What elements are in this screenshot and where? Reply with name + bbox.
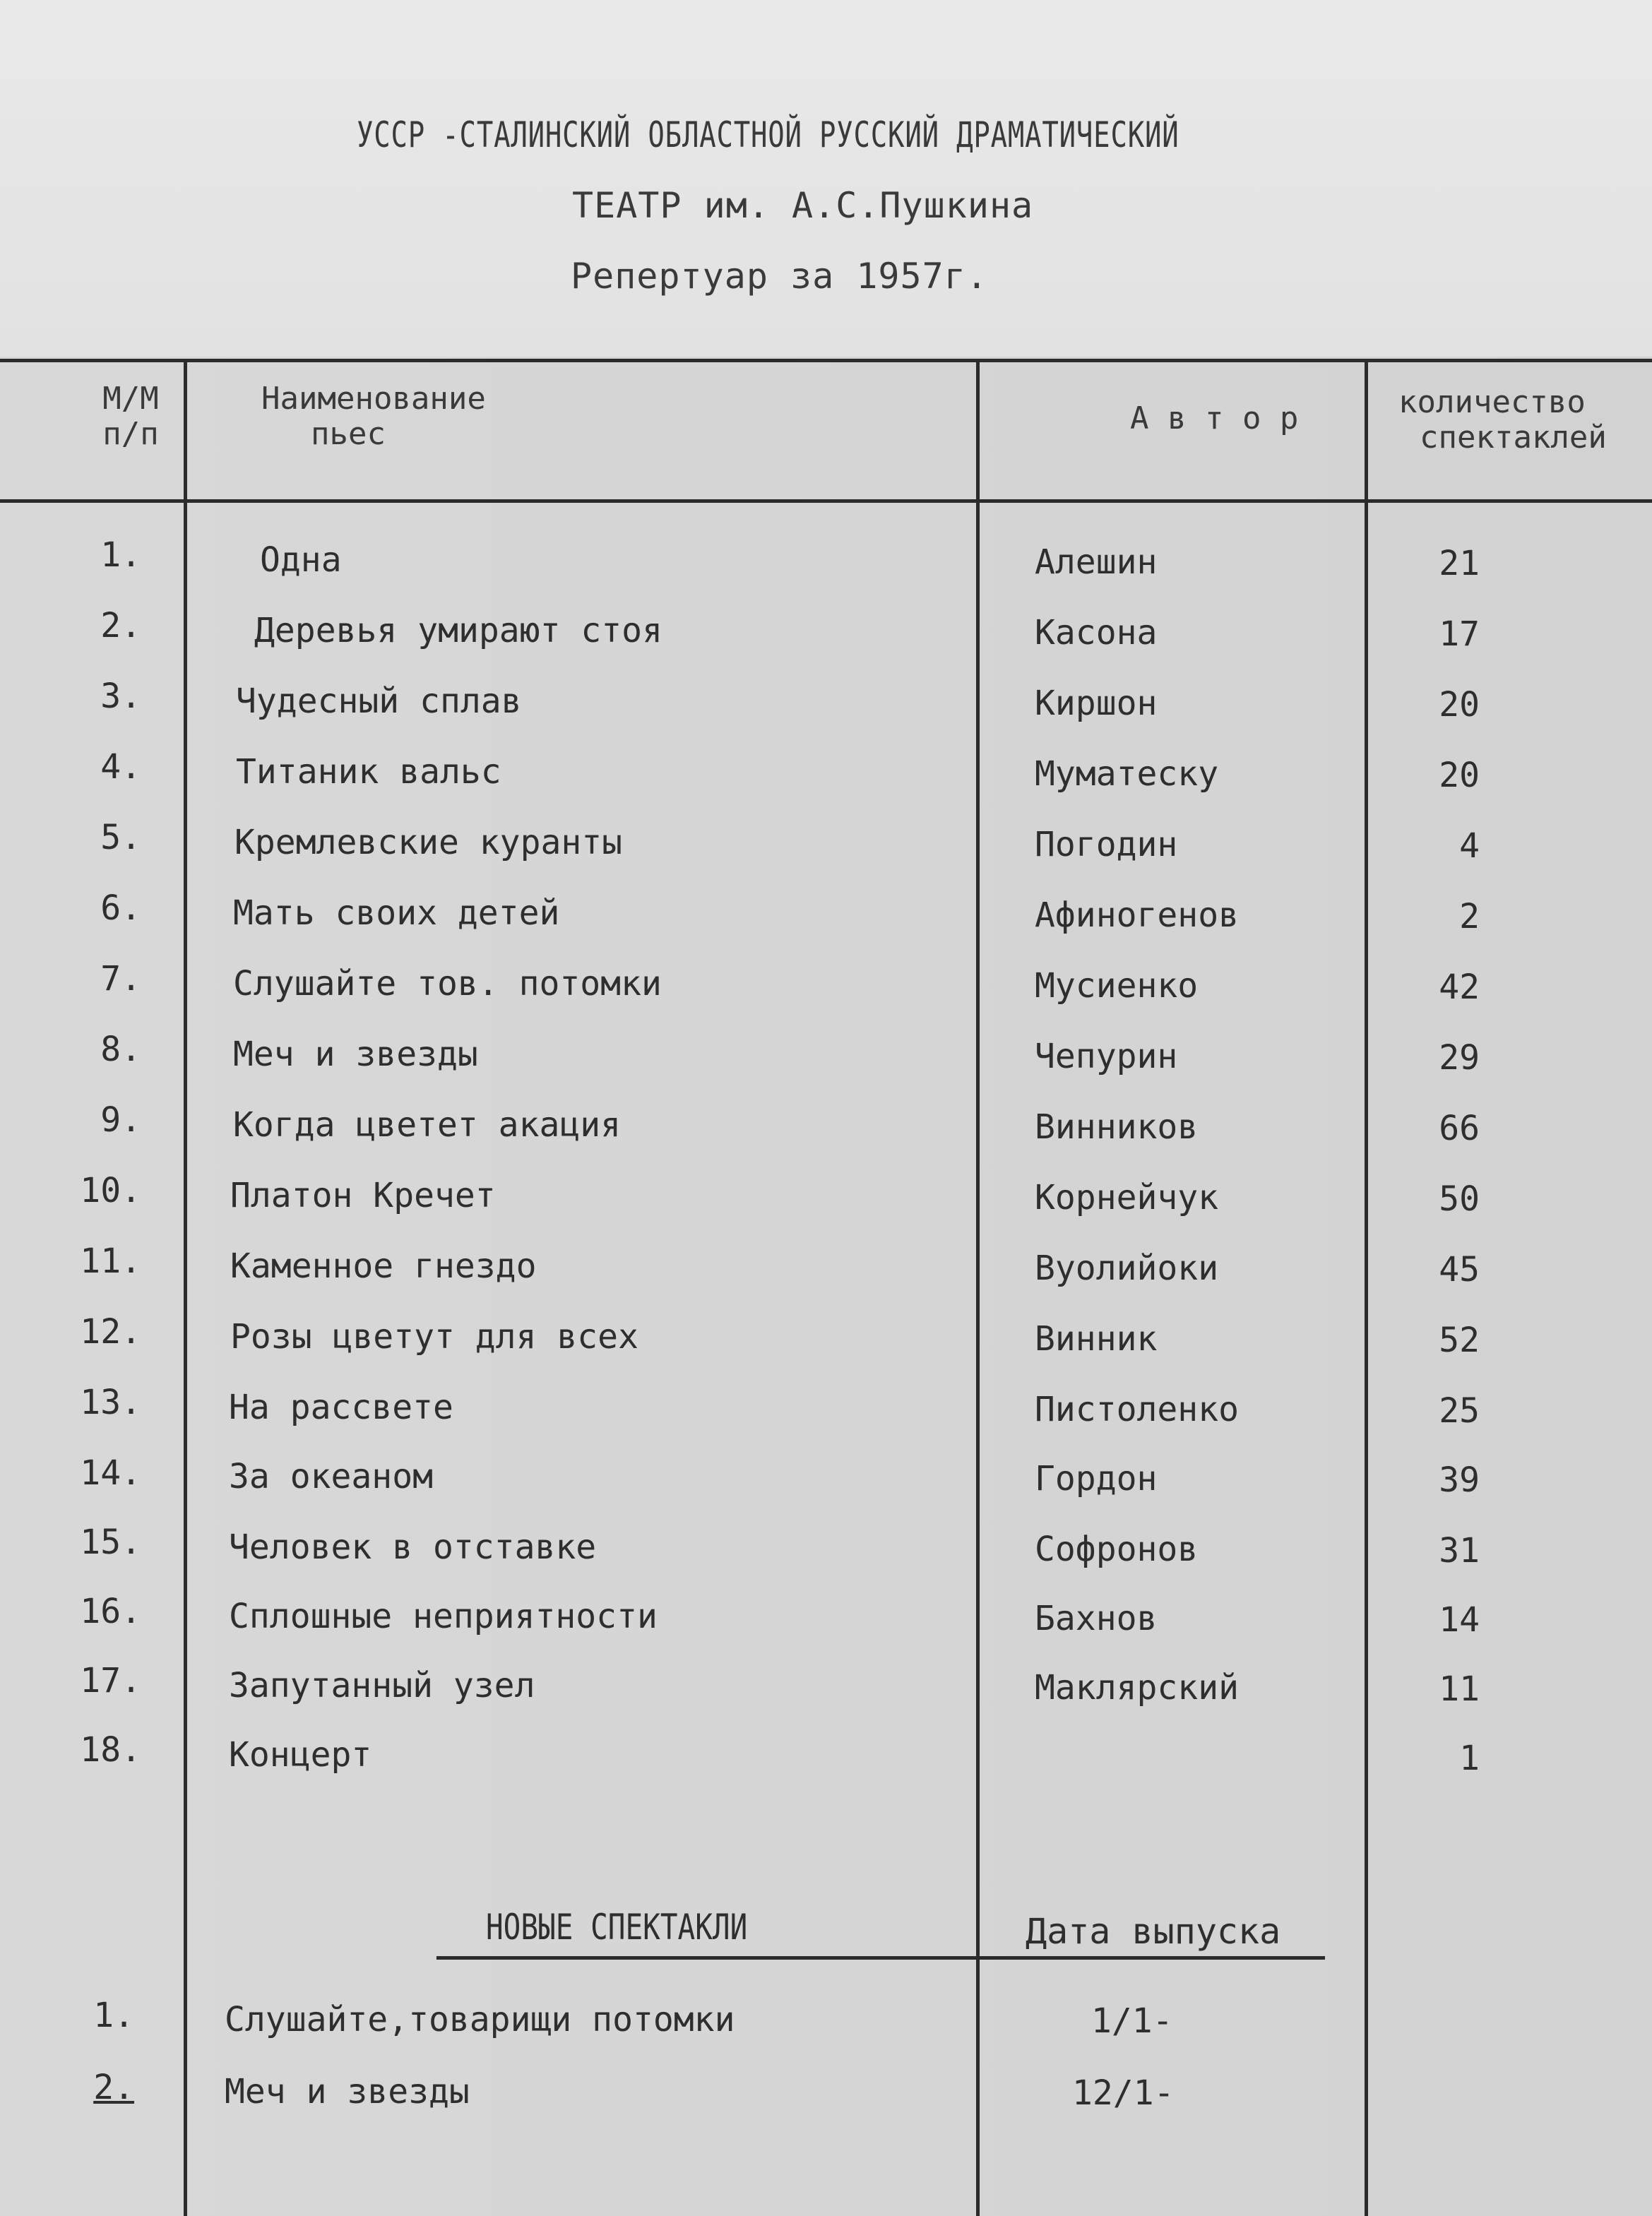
play-title: Концерт (229, 1735, 372, 1775)
play-title: Деревья умирают стоя (254, 611, 662, 650)
row-number: 18. (80, 1730, 141, 1770)
performance-count: 4 (1459, 826, 1480, 866)
col-num-line2: п/п (102, 416, 159, 452)
play-author: Киршон (1035, 684, 1158, 723)
document-title: УССР -СТАЛИНСКИЙ ОБЛАСТНОЙ РУССКИЙ ДРАМАТИЧЕСКИЙ (357, 114, 1179, 155)
performance-count: 45 (1439, 1250, 1480, 1289)
performance-count: 50 (1439, 1179, 1480, 1219)
performance-count: 11 (1439, 1669, 1480, 1709)
row-number: 9. (100, 1100, 141, 1140)
performance-count: 39 (1439, 1460, 1480, 1500)
performance-count: 20 (1439, 756, 1480, 795)
play-author: Бахнов (1035, 1599, 1158, 1638)
performance-count: 17 (1439, 614, 1480, 654)
play-author: Алешин (1035, 542, 1158, 582)
play-author: Софронов (1035, 1530, 1199, 1569)
play-author: Корнейчук (1035, 1178, 1219, 1217)
play-author: Гордон (1035, 1459, 1158, 1499)
play-title: Запутанный узел (229, 1666, 535, 1705)
row-number: 5. (100, 818, 141, 857)
column-divider-1 (184, 360, 187, 2216)
performance-count: 42 (1439, 967, 1480, 1007)
performance-count: 1 (1459, 1739, 1480, 1778)
col-title-header (261, 381, 486, 452)
play-author: Погодин (1035, 825, 1178, 864)
new-item-date: 1/1- (1091, 2001, 1173, 2041)
row-number: 1. (100, 535, 141, 575)
performance-count: 14 (1439, 1600, 1480, 1640)
play-title: Кремлевские куранты (234, 823, 623, 862)
play-title: Слушайте тов. потомки (233, 964, 662, 1003)
new-performances-heading: НОВЫЕ СПЕКТАКЛИ (486, 1907, 748, 1948)
row-number: 7. (100, 959, 141, 999)
play-title: За океаном (229, 1457, 433, 1496)
row-number: 6. (100, 888, 141, 928)
play-author: Вуолийоки (1035, 1249, 1219, 1288)
play-author: Муматеску (1035, 754, 1219, 794)
table-top-rule (0, 359, 1652, 362)
new-section-rule (436, 1956, 1325, 1960)
play-author: Чепурин (1035, 1037, 1178, 1076)
play-title: На рассвете (229, 1388, 453, 1427)
play-title: Человек в отставке (229, 1527, 597, 1567)
performance-count: 66 (1439, 1109, 1480, 1148)
new-item-title: Слушайте,товарищи потомки (225, 2000, 735, 2039)
row-number: 14. (80, 1453, 141, 1493)
row-number: 16. (80, 1592, 141, 1631)
play-title: Каменное гнездо (230, 1246, 537, 1286)
play-author: Винников (1035, 1107, 1199, 1147)
row-number: 3. (100, 677, 141, 716)
play-title: Мать своих детей (233, 893, 560, 933)
row-number: 2. (100, 606, 141, 645)
play-author: Маклярский (1035, 1668, 1239, 1708)
col-num-line1: М/М (102, 381, 159, 417)
play-title: Розы цветут для всех (230, 1317, 638, 1357)
column-divider-2 (976, 360, 980, 2216)
performance-count: 29 (1439, 1038, 1480, 1078)
new-item-number: 1. (93, 1996, 134, 2035)
col-title-line1: Наименование (261, 381, 486, 417)
row-number: 15. (80, 1523, 141, 1562)
performance-count: 31 (1439, 1531, 1480, 1571)
row-number: 11. (80, 1241, 141, 1281)
play-title: Сплошные неприятности (229, 1597, 658, 1636)
row-number: 12. (80, 1312, 141, 1352)
play-author: Винник (1035, 1319, 1158, 1359)
performance-count: 25 (1439, 1391, 1480, 1431)
row-number: 8. (100, 1030, 141, 1069)
play-title: Меч и звезды (233, 1035, 478, 1074)
new-item-date: 12/1- (1072, 2073, 1175, 2113)
play-author: Афиногенов (1035, 895, 1239, 935)
col-title-line2: пьес (311, 416, 386, 452)
repertoire-year: Репертуар за 1957г. (571, 256, 988, 297)
performance-count: 20 (1439, 685, 1480, 725)
col-count-header (1398, 385, 1607, 455)
paper-header-area (0, 0, 1652, 357)
play-title: Платон Кречет (230, 1176, 496, 1215)
theatre-name: ТЕАТР им. А.С.Пушкина (572, 185, 1034, 226)
col-author-header: А в т о р (1130, 400, 1299, 436)
release-date-heading: Дата выпуска (1026, 1911, 1281, 1952)
play-author: Касона (1035, 613, 1158, 653)
play-title: Титаник вальс (236, 752, 501, 792)
performance-count: 2 (1459, 897, 1480, 936)
col-count-line2: спектаклей (1420, 419, 1607, 455)
row-number: 4. (100, 747, 141, 787)
col-count-line1: количество (1398, 384, 1586, 420)
table-header-rule (0, 499, 1652, 503)
performance-count: 21 (1439, 544, 1480, 583)
new-item-title: Меч и звезды (225, 2072, 470, 2111)
play-author: Пистоленко (1035, 1390, 1239, 1429)
performance-count: 52 (1439, 1321, 1480, 1360)
play-title: Когда цветет акация (233, 1105, 622, 1145)
row-number: 13. (80, 1383, 141, 1422)
play-author: Мусиенко (1035, 966, 1199, 1006)
row-number: 17. (80, 1661, 141, 1700)
new-item-number: 2. (93, 2068, 134, 2107)
play-title: Чудесный сплав (236, 681, 522, 721)
column-divider-3 (1365, 360, 1368, 2216)
row-number: 10. (80, 1171, 141, 1210)
play-title: Одна (260, 540, 342, 580)
col-num-header (85, 381, 177, 452)
